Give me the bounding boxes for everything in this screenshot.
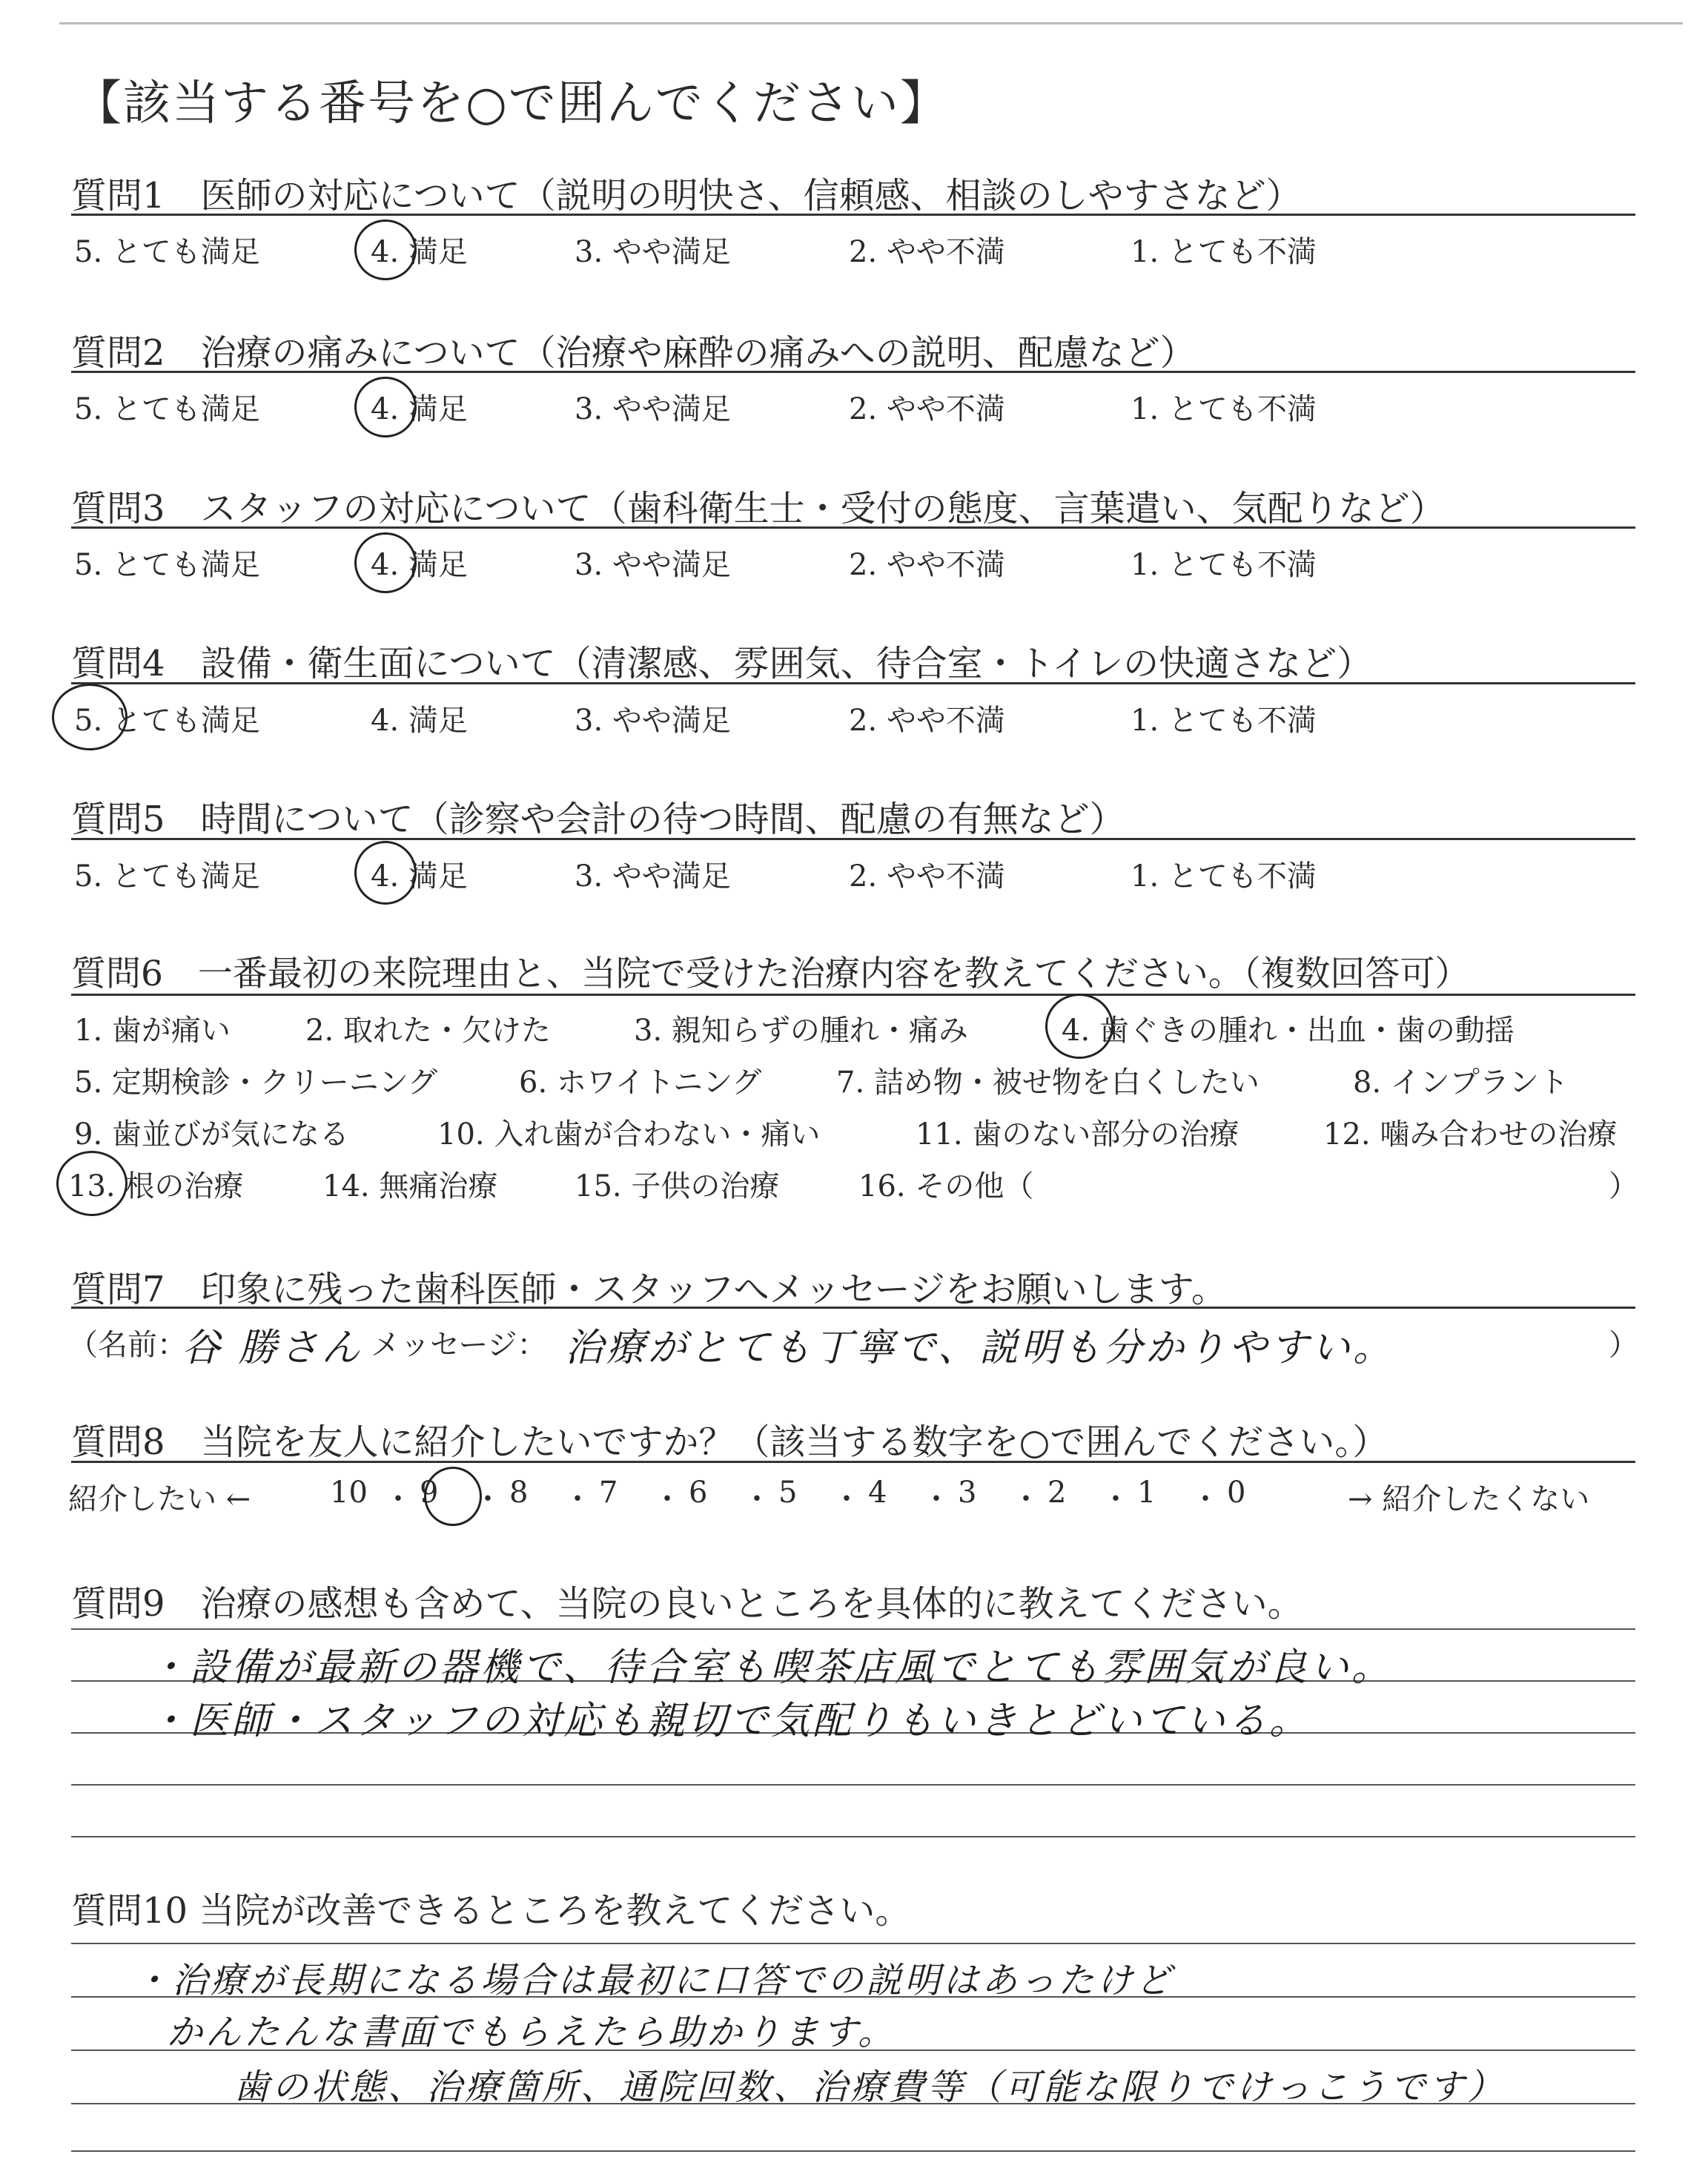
q2-option-4[interactable]: 4. 満足 bbox=[371, 392, 468, 426]
q8-scale-separator: ・ bbox=[742, 1482, 772, 1516]
rule-q6 bbox=[71, 994, 1635, 996]
q5-option-3[interactable]: 3. やや満足 bbox=[575, 859, 731, 894]
q8-scale-6[interactable]: 6 bbox=[689, 1476, 708, 1510]
q2-option-5[interactable]: 5. とても満足 bbox=[74, 392, 260, 426]
q8-scale-separator: ・ bbox=[652, 1482, 682, 1516]
q8-left-label: 紹介したい ← bbox=[68, 1482, 251, 1516]
q6-option-4[interactable]: 4. 歯ぐきの腫れ・出血・歯の動揺 bbox=[1062, 1014, 1515, 1048]
q3-option-4[interactable]: 4. 満足 bbox=[371, 548, 468, 582]
q8-scale-separator: ・ bbox=[921, 1482, 951, 1516]
q4-option-1[interactable]: 1. とても不満 bbox=[1131, 704, 1317, 738]
q4-option-2[interactable]: 2. やや不満 bbox=[849, 704, 1005, 738]
q10-answer-line-2[interactable]: かんたんな書面でもらえたら助かります。 bbox=[167, 2012, 897, 2053]
q6-option-5[interactable]: 5. 定期検診・クリーニング bbox=[74, 1066, 438, 1100]
rule-q4 bbox=[71, 682, 1635, 684]
q2-option-2[interactable]: 2. やや不満 bbox=[849, 392, 1005, 426]
q8-scale-4[interactable]: 4 bbox=[868, 1476, 887, 1510]
q8-scale-2[interactable]: 2 bbox=[1047, 1476, 1067, 1510]
q6-option-14[interactable]: 14. 無痛治療 bbox=[322, 1169, 498, 1203]
q5-option-1[interactable]: 1. とても不満 bbox=[1131, 859, 1317, 894]
q6-option-12[interactable]: 12. 噛み合わせの治療 bbox=[1323, 1117, 1618, 1152]
q8-scale-3[interactable]: 3 bbox=[958, 1476, 977, 1510]
question-8: 質問8 当院を友人に紹介したいですか？（該当する数字を○で囲んでください。） bbox=[71, 1421, 1388, 1463]
rule-q10-5 bbox=[71, 2150, 1635, 2152]
q2-option-1[interactable]: 1. とても不満 bbox=[1131, 392, 1317, 426]
q1-selection-circle bbox=[354, 219, 417, 280]
q7-name-handwritten[interactable]: 谷 勝さん bbox=[182, 1326, 363, 1370]
q1-option-3[interactable]: 3. やや満足 bbox=[575, 235, 731, 269]
rule-q1 bbox=[71, 214, 1635, 216]
q7-name-label: （名前： bbox=[68, 1328, 187, 1362]
q3-option-1[interactable]: 1. とても不満 bbox=[1131, 548, 1317, 582]
q3-option-5[interactable]: 5. とても満足 bbox=[74, 548, 260, 582]
q6-option-15[interactable]: 15. 子供の治療 bbox=[575, 1169, 780, 1203]
rule-q9-5 bbox=[71, 1836, 1635, 1837]
q8-scale-0[interactable]: 0 bbox=[1227, 1476, 1246, 1510]
rule-q3 bbox=[71, 526, 1635, 529]
q8-scale-1[interactable]: 1 bbox=[1137, 1476, 1156, 1510]
q4-option-3[interactable]: 3. やや満足 bbox=[575, 704, 731, 738]
q5-option-2[interactable]: 2. やや不満 bbox=[849, 859, 1005, 894]
question-4: 質問4 設備・衛生面について（清潔感、雰囲気、待合室・トイレの快適さなど） bbox=[71, 643, 1373, 684]
q8-scale-9[interactable]: 9 bbox=[420, 1476, 439, 1510]
q8-scale-separator: ・ bbox=[1101, 1482, 1131, 1516]
rule-q7 bbox=[71, 1307, 1635, 1309]
question-3: 質問3 スタッフの対応について（歯科衛生士・受付の態度、言葉遣い、気配りなど） bbox=[71, 488, 1446, 529]
question-10: 質問10 当院が改善できるところを教えてください。 bbox=[71, 1890, 911, 1932]
q6-option-11[interactable]: 11. 歯のない部分の治療 bbox=[916, 1117, 1239, 1152]
q5-option-4[interactable]: 4. 満足 bbox=[371, 859, 468, 894]
q6-option-8[interactable]: 8. インプラント bbox=[1353, 1066, 1569, 1100]
rule-q10-1 bbox=[71, 1943, 1635, 1944]
question-7: 質問7 印象に残った歯科医師・スタッフへメッセージをお願いします。 bbox=[71, 1269, 1227, 1310]
question-2: 質問2 治療の痛みについて（治療や麻酔の痛みへの説明、配慮など） bbox=[71, 332, 1196, 374]
question-6: 質問6 一番最初の来院理由と、当院で受けた治療内容を教えてください。（複数回答可） bbox=[71, 954, 1470, 994]
q8-scale-10[interactable]: 10 bbox=[330, 1476, 368, 1510]
q1-option-2[interactable]: 2. やや不満 bbox=[849, 235, 1005, 269]
q9-answer-line-1[interactable]: ・設備が最新の器機で、待合室も喫茶店風でとても雰囲気が良い。 bbox=[148, 1645, 1393, 1690]
q8-scale-8[interactable]: 8 bbox=[509, 1476, 529, 1510]
question-1: 質問1 医師の対応について（説明の明快さ、信頼感、相談のしやすさなど） bbox=[71, 175, 1302, 217]
page-title: 【該当する番号を○で囲んでください】 bbox=[74, 76, 949, 131]
q8-right-label: → 紹介したくない bbox=[1348, 1482, 1590, 1516]
q6-option-16[interactable]: 16. その他（ bbox=[858, 1169, 1034, 1203]
q6-option-6[interactable]: 6. ホワイトニング bbox=[519, 1066, 762, 1100]
q1-option-1[interactable]: 1. とても不満 bbox=[1131, 235, 1317, 269]
question-5: 質問5 時間について（診察や会計の待つ時間、配慮の有無など） bbox=[71, 799, 1125, 840]
q5-option-5[interactable]: 5. とても満足 bbox=[74, 859, 260, 894]
q8-scale-5[interactable]: 5 bbox=[778, 1476, 798, 1510]
rule-q9-1 bbox=[71, 1628, 1635, 1630]
q8-scale-separator: ・ bbox=[473, 1482, 503, 1516]
q6-option-1[interactable]: 1. 歯が痛い bbox=[74, 1014, 231, 1048]
q2-selection-circle bbox=[354, 377, 417, 437]
q8-scale-separator: ・ bbox=[1011, 1482, 1041, 1516]
q4-option-5[interactable]: 5. とても満足 bbox=[74, 704, 260, 738]
q10-answer-line-1[interactable]: ・治療が長期になる場合は最初に口答での説明はあったけど bbox=[133, 1960, 1174, 2001]
rule-q8 bbox=[71, 1461, 1635, 1463]
scan-top-edge bbox=[59, 22, 1683, 24]
q6-option-13[interactable]: 13. 根の治療 bbox=[68, 1169, 244, 1203]
q2-option-3[interactable]: 3. やや満足 bbox=[575, 392, 731, 426]
q7-message-handwritten[interactable]: 治療がとても丁寧で、説明も分かりやすい。 bbox=[565, 1326, 1394, 1370]
q8-selection-circle bbox=[424, 1467, 482, 1526]
q4-selection-circle bbox=[52, 684, 128, 750]
q6-option-2[interactable]: 2. 取れた・欠けた bbox=[305, 1014, 551, 1048]
q3-selection-circle bbox=[354, 532, 417, 593]
q6-option-7[interactable]: 7. 詰め物・被せ物を白くしたい bbox=[836, 1066, 1260, 1100]
q8-scale-separator: ・ bbox=[1191, 1482, 1220, 1516]
q6-other-close-paren: ） bbox=[1609, 1169, 1638, 1203]
q8-scale-7[interactable]: 7 bbox=[599, 1476, 618, 1510]
rule-q9-4 bbox=[71, 1784, 1635, 1786]
q3-option-3[interactable]: 3. やや満足 bbox=[575, 548, 731, 582]
q1-option-5[interactable]: 5. とても満足 bbox=[74, 235, 260, 269]
q6-option-13-circle bbox=[56, 1151, 128, 1216]
q7-close-paren: ） bbox=[1609, 1328, 1638, 1362]
q3-option-2[interactable]: 2. やや不満 bbox=[849, 548, 1005, 582]
q4-option-4[interactable]: 4. 満足 bbox=[371, 704, 468, 738]
q8-scale-separator: ・ bbox=[563, 1482, 592, 1516]
question-9: 質問9 治療の感想も含めて、当院の良いところを具体的に教えてください。 bbox=[71, 1583, 1303, 1625]
q5-selection-circle bbox=[354, 841, 417, 905]
q6-option-9[interactable]: 9. 歯並びが気になる bbox=[74, 1117, 349, 1152]
rule-q2 bbox=[71, 371, 1635, 373]
rule-q5 bbox=[71, 838, 1635, 840]
q8-scale-separator: ・ bbox=[383, 1482, 413, 1516]
q1-option-4[interactable]: 4. 満足 bbox=[371, 235, 468, 269]
q7-message-label: メッセージ： bbox=[371, 1328, 547, 1362]
q9-answer-line-2[interactable]: ・医師・スタッフの対応も親切で気配りもいきとどいている。 bbox=[148, 1699, 1311, 1743]
q6-option-10[interactable]: 10. 入れ歯が合わない・痛い bbox=[437, 1117, 821, 1152]
q6-option-4-circle bbox=[1045, 994, 1113, 1059]
q8-scale-separator: ・ bbox=[832, 1482, 861, 1516]
q6-option-3[interactable]: 3. 親知らずの腫れ・痛み bbox=[634, 1014, 968, 1048]
q10-answer-line-3[interactable]: 歯の状態、治療箇所、通院回数、治療費等（可能な限りでけっこうです） bbox=[234, 2067, 1506, 2108]
